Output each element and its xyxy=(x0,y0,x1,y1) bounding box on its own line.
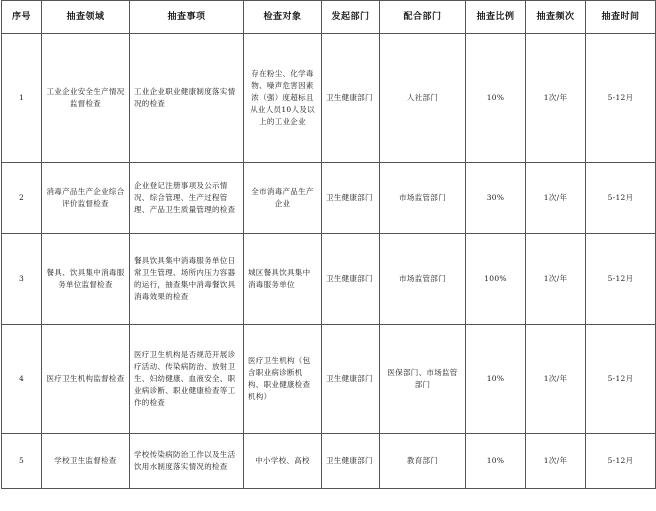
cell-no: 2 xyxy=(2,163,42,234)
header-time: 抽查时间 xyxy=(586,1,656,34)
cell-no: 4 xyxy=(2,325,42,434)
cell-time: 5-12月 xyxy=(586,234,656,325)
cell-coop: 市场监管部门 xyxy=(380,163,466,234)
cell-coop: 人社部门 xyxy=(380,34,466,163)
cell-ratio: 10% xyxy=(466,434,526,489)
cell-initiator: 卫生健康部门 xyxy=(322,325,380,434)
cell-field: 消毒产品生产企业综合评价监督检查 xyxy=(42,163,130,234)
cell-ratio: 100% xyxy=(466,234,526,325)
cell-field: 学校卫生监督检查 xyxy=(42,434,130,489)
cell-field: 医疗卫生机构监督检查 xyxy=(42,325,130,434)
cell-object: 城区餐具饮具集中消毒服务单位 xyxy=(244,234,322,325)
table-row xyxy=(2,434,656,489)
header-freq: 抽查频次 xyxy=(526,1,586,34)
cell-initiator: 卫生健康部门 xyxy=(322,434,380,489)
cell-freq: 1次/年 xyxy=(526,34,586,163)
table-row xyxy=(2,163,656,234)
cell-item: 工业企业职业健康制度落实情况的检查 xyxy=(130,34,244,163)
cell-initiator: 卫生健康部门 xyxy=(322,34,380,163)
header-no: 序号 xyxy=(2,1,42,34)
header-initiator: 发起部门 xyxy=(322,1,380,34)
cell-time: 5-12月 xyxy=(586,34,656,163)
cell-ratio: 10% xyxy=(466,34,526,163)
cell-freq: 1次/年 xyxy=(526,163,586,234)
cell-coop: 教育部门 xyxy=(380,434,466,489)
header-row xyxy=(2,1,656,34)
header-ratio: 抽查比例 xyxy=(466,1,526,34)
cell-time: 5-12月 xyxy=(586,163,656,234)
cell-object: 中小学校、高校 xyxy=(244,434,322,489)
cell-object: 存在粉尘、化学毒物、噪声危害因素浓（强）度超标且从业人员10人及以上的工业企业 xyxy=(244,34,322,163)
cell-field: 工业企业安全生产情况监督检查 xyxy=(42,34,130,163)
table-row xyxy=(2,234,656,325)
inspection-table xyxy=(1,0,656,489)
cell-no: 3 xyxy=(2,234,42,325)
cell-time: 5-12月 xyxy=(586,325,656,434)
header-object: 检查对象 xyxy=(244,1,322,34)
cell-item: 学校传染病防治工作以及生活饮用水制度落实情况的检查 xyxy=(130,434,244,489)
header-item: 抽查事项 xyxy=(130,1,244,34)
cell-time: 5-12月 xyxy=(586,434,656,489)
cell-no: 5 xyxy=(2,434,42,489)
cell-item: 医疗卫生机构是否规范开展诊疗活动、传染病防治、放射卫生、妇幼健康、血液安全、职业病诊断、职业健康检查等工作的检查 xyxy=(130,325,244,434)
cell-object: 医疗卫生机构（包含职业病诊断机构、职业健康检查机构） xyxy=(244,325,322,434)
cell-freq: 1次/年 xyxy=(526,325,586,434)
cell-item: 企业登记注册事项及公示情况、综合管理、生产过程管理、产品卫生质量管理的检查 xyxy=(130,163,244,234)
header-coop: 配合部门 xyxy=(380,1,466,34)
table-row xyxy=(2,325,656,434)
cell-coop: 医保部门、市场监管部门 xyxy=(380,325,466,434)
cell-initiator: 卫生健康部门 xyxy=(322,163,380,234)
cell-freq: 1次/年 xyxy=(526,434,586,489)
cell-ratio: 30% xyxy=(466,163,526,234)
cell-initiator: 卫生健康部门 xyxy=(322,234,380,325)
cell-coop: 市场监管部门 xyxy=(380,234,466,325)
header-field: 抽查领域 xyxy=(42,1,130,34)
cell-object: 全市消毒产品生产企业 xyxy=(244,163,322,234)
cell-freq: 1次/年 xyxy=(526,234,586,325)
cell-item: 餐具饮具集中消毒服务单位日常卫生管理、场所内压力容器的运行，抽查集中消毒餐饮具消毒效果的检查 xyxy=(130,234,244,325)
cell-no: 1 xyxy=(2,34,42,163)
table-row xyxy=(2,34,656,163)
cell-field: 餐具、饮具集中消毒服务单位监督检查 xyxy=(42,234,130,325)
cell-ratio: 10% xyxy=(466,325,526,434)
